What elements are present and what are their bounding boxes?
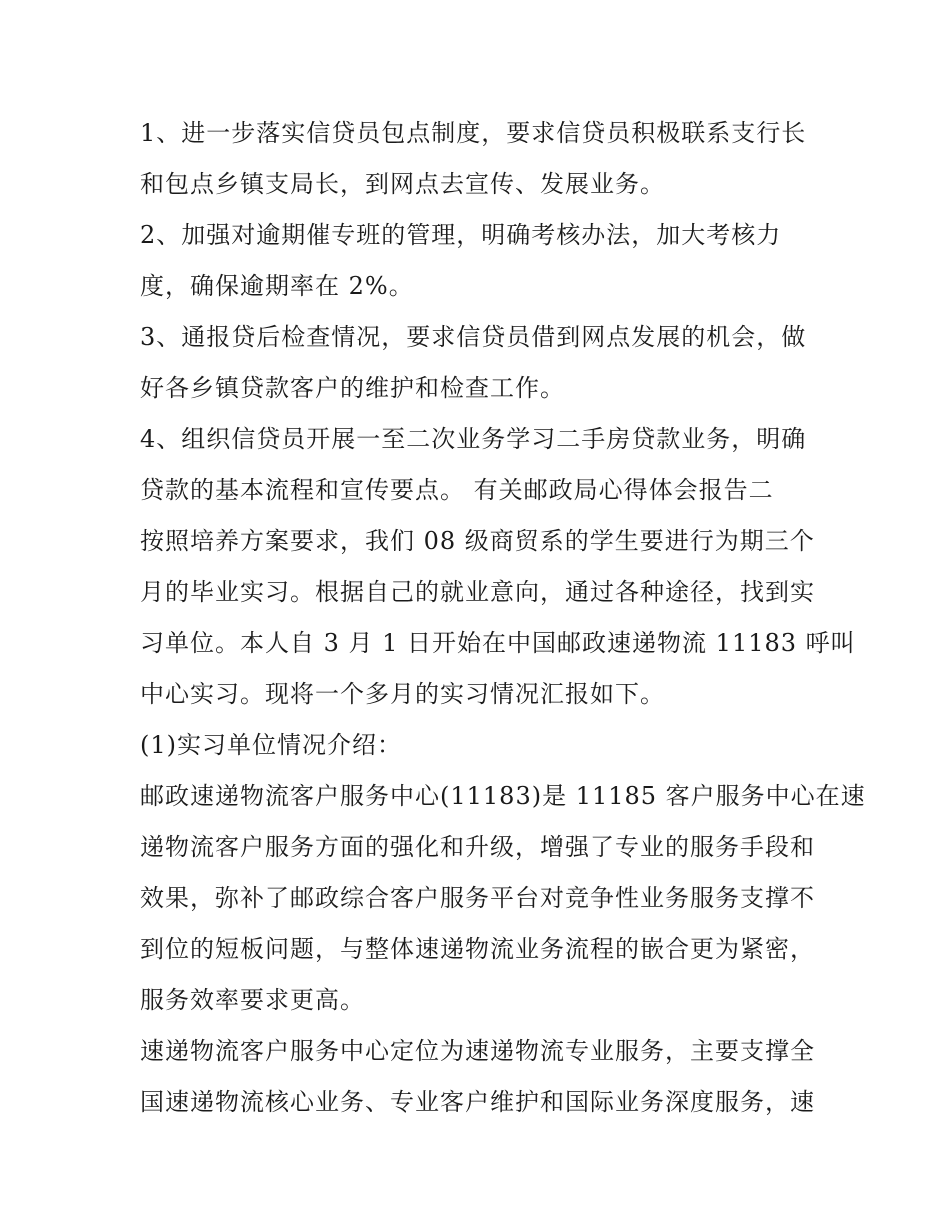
document-body	[140, 108, 866, 1128]
text-line-16: 效果，弥补了邮政综合客户服务平台对竞争性业务服务支撑不	[140, 884, 815, 912]
text-line-9: 按照培养方案要求，我们 08 级商贸系的学生要进行为期三个	[140, 527, 815, 555]
text-line-10: 月的毕业实习。根据自己的就业意向，通过各种途径，找到实	[140, 578, 815, 606]
text-line-5: 3、通报贷后检查情况，要求信贷员借到网点发展的机会，做	[140, 323, 807, 351]
text-line-19: 速递物流客户服务中心定位为速递物流专业服务，主要支撑全	[140, 1037, 815, 1065]
text-line-13: (1)实习单位情况介绍：	[140, 731, 402, 759]
text-line-3: 2、加强对逾期催专班的管理，明确考核办法，加大考核力	[140, 221, 782, 249]
text-line-12: 中心实习。现将一个多月的实习情况汇报如下。	[140, 680, 665, 708]
text-line-20: 国速递物流核心业务、专业客户维护和国际业务深度服务，速	[140, 1088, 815, 1116]
text-line-18: 服务效率要求更高。	[140, 986, 365, 1014]
text-line-17: 到位的短板问题，与整体速递物流业务流程的嵌合更为紧密，	[140, 935, 815, 963]
text-line-15: 递物流客户服务方面的强化和升级，增强了专业的服务手段和	[140, 833, 815, 861]
text-line-1: 1、进一步落实信贷员包点制度，要求信贷员积极联系支行长	[140, 119, 807, 147]
text-line-8: 贷款的基本流程和宣传要点。 有关邮政局心得体会报告二	[140, 476, 774, 504]
text-line-6: 好各乡镇贷款客户的维护和检查工作。	[140, 374, 565, 402]
text-line-14: 邮政速递物流客户服务中心(11183)是 11185 客户服务中心在速	[140, 782, 866, 810]
text-line-7: 4、组织信贷员开展一至二次业务学习二手房贷款业务，明确	[140, 425, 807, 453]
text-line-11: 习单位。本人自 3 月 1 日开始在中国邮政速递物流 11183 呼叫	[140, 629, 856, 657]
text-line-4: 度，确保逾期率在 2%。	[140, 272, 414, 300]
text-line-2: 和包点乡镇支局长，到网点去宣传、发展业务。	[140, 170, 665, 198]
